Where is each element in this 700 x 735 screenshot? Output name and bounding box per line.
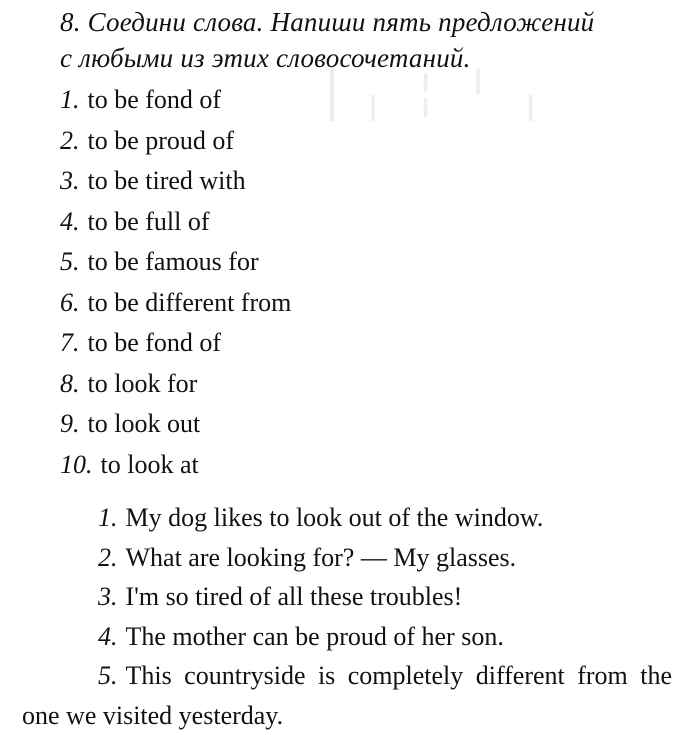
watermark: ▕ ╷ ╎ ╵ ╷ [300,70,550,121]
phrase-text: to look for [87,368,198,398]
phrase-text: to be different from [87,287,292,317]
phrase-text: to look at [100,449,199,479]
sentence-text: The mother can be proud of her son. [125,621,504,651]
answer-sentence [22,577,672,617]
sentence-number: 5. [98,661,118,690]
sentence-number: 1. [98,503,118,532]
phrase-number: 4. [60,206,80,236]
phrase-item [60,323,291,364]
sentence-number: 2. [98,542,118,572]
phrase-text: to be fond of [87,328,222,357]
phrase-text: to be famous for [87,247,259,276]
phrase-item [60,202,291,243]
phrase-item [60,80,291,121]
phrase-item [60,242,291,283]
phrase-item [60,121,291,162]
answer-sentence [22,656,672,735]
phrase-number: 6. [60,287,80,317]
phrase-list [60,80,291,485]
task-heading-line-2: с любыми из этих словосочетаний. [60,43,471,73]
phrase-number: 5. [60,247,80,276]
sentence-text: My dog likes to look out of the window. [125,503,544,532]
phrase-number: 7. [60,328,80,357]
sentence-text: This countryside is completely different from the one we visited yesterday. [22,661,672,730]
phrase-text: to be tired with [87,166,246,195]
sentence-text: What are looking for? — My glasses. [125,542,517,572]
task-heading [60,4,690,76]
answer-sentence [22,498,672,538]
phrase-text: to be full of [87,206,210,236]
answer-sentence [22,538,672,578]
phrase-number: 2. [60,125,80,155]
phrase-item [60,364,291,405]
phrase-item [60,404,291,445]
task-heading-line-1: 8. Соедини слова. Напиши пять предложений [60,7,595,37]
phrase-item [60,283,291,324]
phrase-text: to be fond of [87,85,222,114]
phrase-number: 9. [60,409,80,438]
sentence-text: I'm so tired of all these troubles! [125,582,463,611]
phrase-item [60,445,291,486]
phrase-number: 10. [60,449,93,479]
answer-sentence [22,617,672,657]
phrase-text: to look out [87,409,201,438]
phrase-number: 8. [60,368,80,398]
phrase-number: 1. [60,85,80,114]
phrase-number: 3. [60,166,80,195]
sentence-number: 4. [98,621,118,651]
phrase-text: to be proud of [87,125,235,155]
answer-sentences [22,498,672,735]
phrase-item [60,161,291,202]
sentence-number: 3. [98,582,118,611]
